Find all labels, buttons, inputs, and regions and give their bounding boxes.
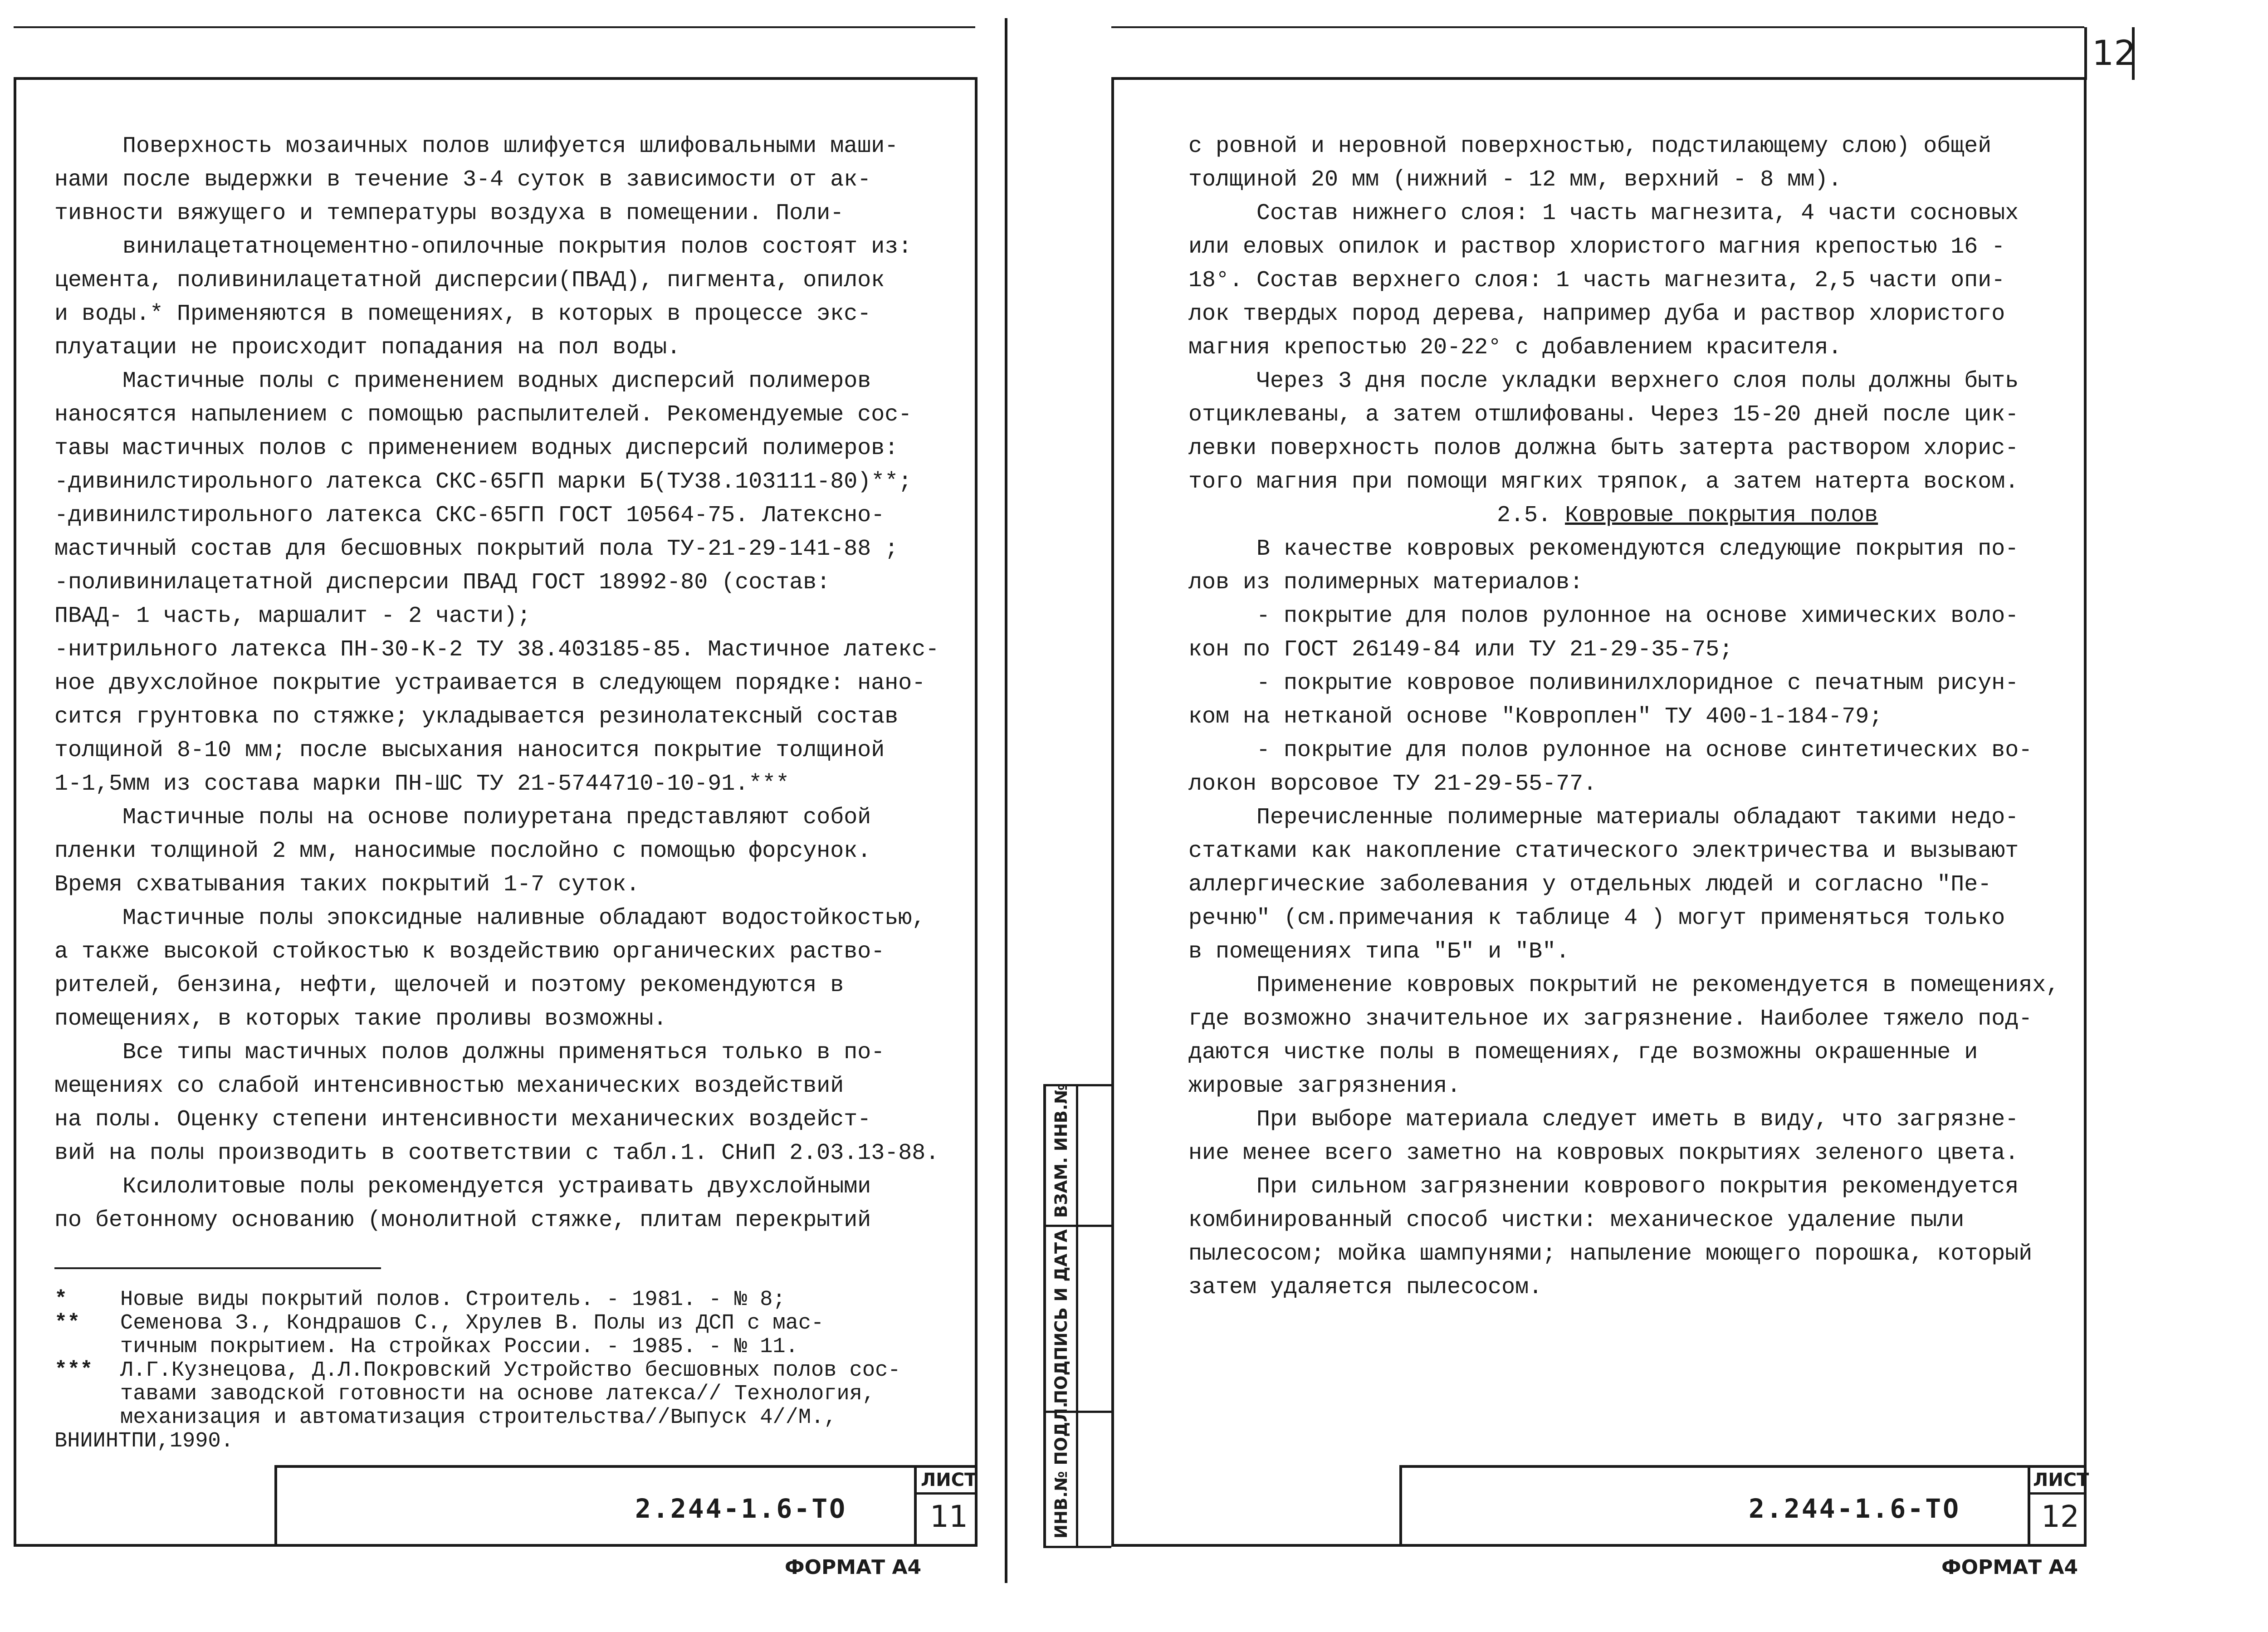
left-sheet-label: ЛИСТ bbox=[921, 1470, 977, 1490]
text-line: толщиной 20 мм (нижний - 12 мм, верхний - 8 мм). bbox=[1188, 167, 1842, 193]
text-line: Мастичные полы на основе полиуретана представляют собой bbox=[122, 805, 871, 831]
text-line: сится грунтовка по стяжке; укладывается резинолатексный состав bbox=[54, 704, 899, 730]
right-sheet-divider bbox=[2028, 1465, 2030, 1547]
text-line: лов из полимерных материалов: bbox=[1188, 570, 1584, 596]
footnote-line bbox=[54, 1335, 900, 1359]
text-line: магния крепостью 20-22° с добавлением красителя. bbox=[1188, 335, 1842, 361]
text-line: Мастичные полы эпоксидные наливные обладают водостойкостью, bbox=[122, 905, 926, 931]
text-line: Все типы мастичных полов должны применяться только в по- bbox=[122, 1040, 885, 1065]
text-line: Состав нижнего слоя: 1 часть магнезита, 4 части сосновых bbox=[1256, 200, 2019, 226]
heading-number: 2.5. bbox=[1497, 503, 1565, 528]
text-line: в помещениях типа "Б" и "В". bbox=[1188, 939, 1570, 965]
text-line: где возможно значительное их загрязнение. Наиболее тяжело под- bbox=[1188, 1006, 2033, 1032]
footnote-text: Семенова З., Кондрашов С., Хрулев В. Полы из ДСП с мас- bbox=[120, 1311, 824, 1335]
text-line: ное двухслойное покрытие устраивается в следующем порядке: нано- bbox=[54, 670, 926, 696]
text-line: рителей, бензина, нефти, щелочей и поэтому рекомендуются в bbox=[54, 972, 844, 998]
text-line: отциклеваны, а затем отшлифованы. Через 15-20 дней после цик- bbox=[1188, 402, 2019, 428]
corner-page-number: 12 bbox=[2092, 33, 2136, 73]
text-line: по бетонному основанию (монолитной стяжке, плитам перекрытий bbox=[54, 1207, 871, 1233]
footnote-line bbox=[54, 1383, 900, 1406]
footnote-line bbox=[54, 1406, 900, 1430]
text-line: лок твердых пород дерева, например дуба и раствор хлористого bbox=[1188, 301, 2005, 327]
right-sheet-hline bbox=[2028, 1492, 2087, 1495]
right-stamp-left bbox=[1399, 1465, 1402, 1547]
footnote-line bbox=[54, 1288, 900, 1312]
text-line: Ксилолитовые полы рекомендуется устраивать двухслойными bbox=[122, 1174, 871, 1200]
text-line: -дивинилстирольного латекса СКС-65ГП ГОСТ 10564-75. Латексно- bbox=[54, 503, 885, 528]
text-line: При выборе материала следует иметь в виду, что загрязне- bbox=[1256, 1107, 2019, 1133]
text-line: вий на полы производить в соответствии с табл.1. СНиП 2.03.13-88. bbox=[54, 1140, 939, 1166]
text-line bbox=[1188, 499, 2059, 533]
text-line: аллергические заболевания у отдельных людей и согласно "Пе- bbox=[1188, 872, 1992, 898]
right-top-rule bbox=[1111, 26, 2084, 28]
right-sheet-label: ЛИСТ bbox=[2033, 1470, 2089, 1490]
left-footnotes bbox=[54, 1288, 900, 1453]
text-line: речню" (см.примечания к таблице 4 ) могут применяться только bbox=[1188, 905, 2005, 931]
text-line: мастичный состав для бесшовных покрытий пола ТУ-21-29-141-88 ; bbox=[54, 536, 899, 562]
text-line: с ровной и неровной поверхностью, подстилающему слою) общей bbox=[1188, 133, 1992, 159]
text-line: жировые загрязнения. bbox=[1188, 1073, 1461, 1099]
text-line: кон по ГОСТ 26149-84 или ТУ 21-29-35-75; bbox=[1188, 637, 1733, 663]
left-top-rule bbox=[14, 26, 975, 28]
text-line: Через 3 дня после укладки верхнего слоя полы должны быть bbox=[1256, 368, 2019, 394]
text-line: Мастичные полы с применением водных дисперсий полимеров bbox=[122, 368, 871, 394]
left-stamp-top bbox=[274, 1465, 978, 1468]
text-line: даются чистке полы в помещениях, где возможны окрашенные и bbox=[1188, 1040, 1978, 1065]
text-line: пленки толщиной 2 мм, наносимые послойно с помощью форсунок. bbox=[54, 838, 871, 864]
text-line: -нитрильного латекса ПН-30-К-2 ТУ 38.403185-85. Мастичное латекс- bbox=[54, 637, 939, 663]
footnote-marker: ** bbox=[54, 1311, 80, 1335]
text-line: Время схватывания таких покрытий 1-7 суток. bbox=[54, 872, 640, 898]
text-line: - покрытие для полов рулонное на основе синтетических во- bbox=[1256, 738, 2033, 763]
footnote-marker: * bbox=[54, 1288, 68, 1312]
left-sheet-number: 11 bbox=[930, 1499, 968, 1534]
side-label-vzam-inv: ВЗАМ. ИНВ.№ bbox=[1051, 1084, 1071, 1218]
text-line: винилацетатноцементно-опилочные покрытия полов состоят из: bbox=[122, 234, 912, 260]
text-line: При сильном загрязнении коврового покрытия рекомендуется bbox=[1256, 1174, 2019, 1200]
left-stamp-code: 2.244-1.6-ТО bbox=[635, 1493, 847, 1524]
side-sep-2 bbox=[1043, 1225, 1111, 1227]
text-line: Применение ковровых покрытий не рекомендуется в помещениях, bbox=[1256, 972, 2060, 998]
footnote-line bbox=[54, 1359, 900, 1383]
text-line: ком на нетканой основе "Ковроплен" ТУ 400-1-184-79; bbox=[1188, 704, 1883, 730]
right-stamp-top bbox=[1399, 1465, 2087, 1468]
text-line: -дивинилстирольного латекса СКС-65ГП марки Б(ТУ38.103111-80)**; bbox=[54, 469, 912, 495]
text-line: или еловых опилок и раствор хлористого магния крепостью 16 - bbox=[1188, 234, 2005, 260]
corner-box-left bbox=[2084, 27, 2087, 80]
text-line: -поливинилацетатной дисперсии ПВАД ГОСТ 18992-80 (состав: bbox=[54, 570, 831, 596]
footnote-text: механизация и автоматизация строительства//Выпуск 4//М., bbox=[120, 1406, 837, 1430]
footnote-text: тавами заводской готовности на основе латекса// Технология, bbox=[120, 1382, 875, 1406]
left-sheet-hline bbox=[914, 1492, 978, 1495]
side-sep-4 bbox=[1043, 1546, 1111, 1548]
text-line: цемента, поливинилацетатной дисперсии(ПВАД), пигмента, опилок bbox=[54, 268, 885, 293]
text-line: помещениях, в которых такие проливы возможны. bbox=[54, 1006, 667, 1032]
footnote-marker: *** bbox=[54, 1358, 93, 1383]
text-line: - покрытие ковровое поливинилхлоридное с печатным рисун- bbox=[1256, 670, 2019, 696]
left-stamp-left bbox=[274, 1465, 277, 1547]
right-stamp-code: 2.244-1.6-ТО bbox=[1749, 1493, 1961, 1524]
side-column-outer bbox=[1043, 1084, 1046, 1547]
side-label-inv-podl: ИНВ.№ ПОДЛ. bbox=[1051, 1402, 1071, 1539]
text-line: - покрытие для полов рулонное на основе химических воло- bbox=[1256, 603, 2019, 629]
footnote-text: Л.Г.Кузнецова, Д.Л.Покровский Устройство бесшовных полов сос- bbox=[120, 1358, 901, 1383]
footnote-separator bbox=[54, 1267, 381, 1269]
text-line: толщиной 8-10 мм; после высыхания наносится покрытие толщиной bbox=[54, 738, 885, 763]
text-line: мещениях со слабой интенсивностью механических воздействий bbox=[54, 1073, 844, 1099]
right-sheet-number: 12 bbox=[2041, 1499, 2079, 1534]
left-sheet-divider bbox=[914, 1465, 917, 1547]
text-line: локон ворсовое ТУ 21-29-55-77. bbox=[1188, 771, 1597, 797]
footnote-text: ВНИИНТПИ,1990. bbox=[54, 1429, 234, 1453]
right-body-text bbox=[1188, 130, 2059, 1305]
text-line: комбинированный способ чистки: механическое удаление пыли bbox=[1188, 1207, 1965, 1233]
text-line: тавы мастичных полов с применением водных дисперсий полимеров: bbox=[54, 435, 899, 461]
left-body-text bbox=[54, 130, 939, 1237]
text-line: затем удаляется пылесосом. bbox=[1188, 1275, 1543, 1300]
text-line: а также высокой стойкостью к воздействию органических раство- bbox=[54, 939, 885, 965]
text-line: того магния при помощи мягких тряпок, а затем натерта воском. bbox=[1188, 469, 2019, 495]
text-line: на полы. Оценку степени интенсивности механических воздейст- bbox=[54, 1107, 871, 1133]
text-line: тивности вяжущего и температуры воздуха в помещении. Поли- bbox=[54, 200, 844, 226]
text-line: пылесосом; мойка шампунями; напыление моющего порошка, который bbox=[1188, 1241, 2033, 1267]
footnote-line bbox=[54, 1312, 900, 1335]
text-line: наносятся напылением с помощью распылителей. Рекомендуемые сос- bbox=[54, 402, 912, 428]
text-line: левки поверхность полов должна быть затерта раствором хлорис- bbox=[1188, 435, 2019, 461]
footnote-text: Новые виды покрытий полов. Строитель. - 1981. - № 8; bbox=[120, 1288, 786, 1312]
left-format-label: ФОРМАТ А4 bbox=[785, 1556, 922, 1579]
text-line: и воды.* Применяются в помещениях, в которых в процессе экс- bbox=[54, 301, 871, 327]
text-line: 18°. Состав верхнего слоя: 1 часть магнезита, 2,5 части опи- bbox=[1188, 268, 2005, 293]
heading-title: Ковровые покрытия полов bbox=[1565, 503, 1878, 528]
text-line: В качестве ковровых рекомендуются следующие покрытия по- bbox=[1256, 536, 2019, 562]
text-line: 1-1,5мм из состава марки ПН-ШС ТУ 21-5744710-10-91.*** bbox=[54, 771, 790, 797]
text-line: Поверхность мозаичных полов шлифуется шлифовальными маши- bbox=[122, 133, 899, 159]
center-fold-line bbox=[1005, 18, 1007, 1583]
footnote-text: тичным покрытием. На стройках России. - 1985. - № 11. bbox=[120, 1335, 798, 1359]
side-column-inner bbox=[1076, 1084, 1078, 1547]
text-line: ПВАД- 1 часть, маршалит - 2 части); bbox=[54, 603, 531, 629]
footnote-line bbox=[54, 1430, 900, 1453]
side-label-signature-date: ПОДПИСЬ И ДАТА bbox=[1051, 1229, 1071, 1404]
text-line: статками как накопление статического электричества и вызывают bbox=[1188, 838, 2019, 864]
text-line: плуатации не происходит попадания на пол воды. bbox=[54, 335, 681, 361]
right-format-label: ФОРМАТ А4 bbox=[1941, 1556, 2078, 1579]
text-line: Перечисленные полимерные материалы обладают такими недо- bbox=[1256, 805, 2019, 831]
text-line: ние менее всего заметно на ковровых покрытиях зеленого цвета. bbox=[1188, 1140, 2019, 1166]
text-line: нами после выдержки в течение 3-4 суток в зависимости от ак- bbox=[54, 167, 871, 193]
